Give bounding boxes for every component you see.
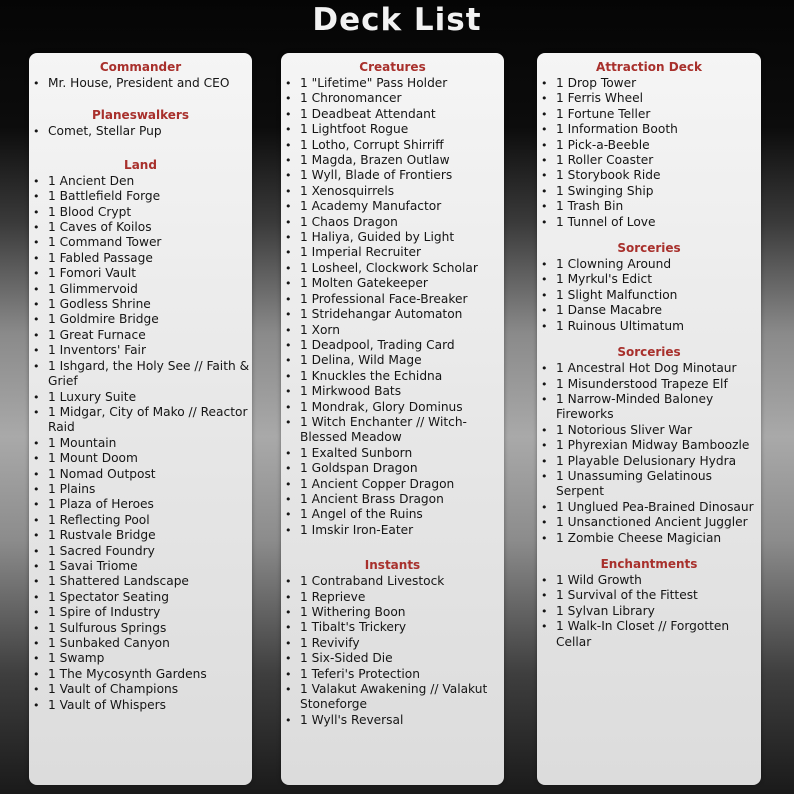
list-item: • 1 Walk-In Closet // Forgotten Cellar <box>537 619 761 650</box>
list-item: • 1 Knuckles the Echidna <box>281 369 504 384</box>
list-item: • 1 Savai Triome <box>29 559 252 574</box>
list-item: • 1 Ancestral Hot Dog Minotaur <box>537 361 761 376</box>
page-title: Deck List <box>312 2 482 38</box>
list-item: • 1 Unassuming Gelatinous Serpent <box>537 469 761 500</box>
list-item: • 1 Haliya, Guided by Light <box>281 230 504 245</box>
list-item: • 1 Fomori Vault <box>29 266 252 281</box>
list-item: • 1 Ruinous Ultimatum <box>537 319 761 334</box>
list-item: • 1 Angel of the Ruins <box>281 507 504 522</box>
list-item: • 1 Nomad Outpost <box>29 467 252 482</box>
list-item: • 1 Wyll's Reversal <box>281 713 504 728</box>
list-item: • 1 Slight Malfunction <box>537 288 761 303</box>
list-item: • 1 Plains <box>29 482 252 497</box>
list-item: • 1 Mount Doom <box>29 451 252 466</box>
list-item: • 1 Ferris Wheel <box>537 91 761 106</box>
list-item: • 1 Contraband Livestock <box>281 574 504 589</box>
section-title-land: Land <box>124 157 157 172</box>
list-item: • 1 Academy Manufactor <box>281 199 504 214</box>
list-item: • 1 Tibalt's Trickery <box>281 620 504 635</box>
section-title-creatures: Creatures <box>359 60 426 74</box>
list-item: • 1 Imskir Iron-Eater <box>281 523 504 538</box>
list-item: • 1 Inventors' Fair <box>29 343 252 358</box>
list-item: • 1 Caves of Koilos <box>29 220 252 235</box>
list-item: • 1 Mondrak, Glory Dominus <box>281 400 504 415</box>
list-item: • 1 Pick-a-Beeble <box>537 138 761 153</box>
list-item: • 1 Fortune Teller <box>537 107 761 122</box>
list-item: • 1 Unsanctioned Ancient Juggler <box>537 515 761 530</box>
column-2 <box>281 53 504 785</box>
list-item: • 1 Reprieve <box>281 590 504 605</box>
list-item: • 1 Deadpool, Trading Card <box>281 338 504 353</box>
list-item: • 1 Chronomancer <box>281 91 504 106</box>
list-item: • 1 Xorn <box>281 323 504 338</box>
column-3 <box>537 53 761 785</box>
section-title-sorceries: Sorceries <box>617 241 681 256</box>
list-item: • 1 Delina, Wild Mage <box>281 353 504 368</box>
list-item: • 1 Xenosquirrels <box>281 184 504 199</box>
list-item: • 1 Reflecting Pool <box>29 513 252 528</box>
sorceries-list-2 <box>537 361 761 546</box>
list-item: • Mr. House, President and CEO <box>29 76 252 91</box>
list-item: • 1 Mirkwood Bats <box>281 384 504 399</box>
list-item: • 1 Swamp <box>29 651 252 666</box>
list-item: • 1 Battlefield Forge <box>29 189 252 204</box>
list-item: • 1 Professional Face-Breaker <box>281 292 504 307</box>
list-item: • 1 Withering Boon <box>281 605 504 620</box>
commander-list <box>29 76 252 91</box>
list-item: • 1 Myrkul's Edict <box>537 272 761 287</box>
list-item: • 1 Valakut Awakening // Valakut Stoneforge <box>281 682 504 713</box>
list-item: • 1 Playable Delusionary Hydra <box>537 454 761 469</box>
list-item: • 1 Command Tower <box>29 235 252 250</box>
list-item: • 1 Trash Bin <box>537 199 761 214</box>
list-item: • 1 "Lifetime" Pass Holder <box>281 76 504 91</box>
list-item: • 1 Magda, Brazen Outlaw <box>281 153 504 168</box>
list-item: • 1 Lotho, Corrupt Shirriff <box>281 138 504 153</box>
list-item: • 1 Great Furnace <box>29 328 252 343</box>
enchantments-list <box>537 573 761 650</box>
list-item: • 1 Losheel, Clockwork Scholar <box>281 261 504 276</box>
list-item: • 1 Imperial Recruiter <box>281 245 504 260</box>
section-title-sorceries-2: Sorceries <box>617 345 681 360</box>
list-item: • 1 Drop Tower <box>537 76 761 91</box>
section-title-attraction-deck: Attraction Deck <box>596 60 702 74</box>
list-item: • 1 Ishgard, the Holy See // Faith & Grief <box>29 359 252 390</box>
list-item: • 1 Luxury Suite <box>29 390 252 405</box>
list-item: • 1 Glimmervoid <box>29 282 252 297</box>
planeswalkers-list <box>29 124 252 139</box>
list-item: • 1 Narrow-Minded Baloney Fireworks <box>537 392 761 423</box>
section-title-instants: Instants <box>364 558 421 573</box>
list-item: • 1 Teferi's Protection <box>281 667 504 682</box>
list-item: • 1 Sacred Foundry <box>29 544 252 559</box>
list-item: • 1 Vault of Whispers <box>29 698 252 713</box>
list-item: • Comet, Stellar Pup <box>29 124 252 139</box>
list-item: • 1 Ancient Copper Dragon <box>281 477 504 492</box>
list-item: • 1 Six-Sided Die <box>281 651 504 666</box>
list-item: • 1 Goldmire Bridge <box>29 312 252 327</box>
list-item: • 1 Exalted Sunborn <box>281 446 504 461</box>
section-title-enchantments: Enchantments <box>600 556 698 571</box>
list-item: • 1 Sylvan Library <box>537 604 761 619</box>
sorceries-list <box>537 257 761 334</box>
list-item: • 1 Clowning Around <box>537 257 761 272</box>
section-title-commander: Commander <box>99 60 182 74</box>
list-item: • 1 Shattered Landscape <box>29 574 252 589</box>
list-item: • 1 Misunderstood Trapeze Elf <box>537 377 761 392</box>
list-item: • 1 Chaos Dragon <box>281 215 504 230</box>
list-item: • 1 Ancient Brass Dragon <box>281 492 504 507</box>
list-item: • 1 Storybook Ride <box>537 168 761 183</box>
list-item: • 1 Molten Gatekeeper <box>281 276 504 291</box>
list-item: • 1 Spectator Seating <box>29 590 252 605</box>
list-item: • 1 Swinging Ship <box>537 184 761 199</box>
list-item: • 1 Unglued Pea-Brained Dinosaur <box>537 500 761 515</box>
list-item: • 1 Roller Coaster <box>537 153 761 168</box>
creatures-list <box>281 76 504 538</box>
list-item: • 1 Sunbaked Canyon <box>29 636 252 651</box>
list-item: • 1 Survival of the Fittest <box>537 588 761 603</box>
attraction-deck-list <box>537 76 761 230</box>
list-item: • 1 Ancient Den <box>29 174 252 189</box>
list-item: • 1 Notorious Sliver War <box>537 423 761 438</box>
list-item: • 1 Fabled Passage <box>29 251 252 266</box>
list-item: • 1 Vault of Champions <box>29 682 252 697</box>
list-item: • 1 Blood Crypt <box>29 205 252 220</box>
list-item: • 1 Phyrexian Midway Bamboozle <box>537 438 761 453</box>
list-item: • 1 Godless Shrine <box>29 297 252 312</box>
list-item: • 1 Tunnel of Love <box>537 215 761 230</box>
list-item: • 1 Deadbeat Attendant <box>281 107 504 122</box>
list-item: • 1 Midgar, City of Mako // Reactor Raid <box>29 405 252 436</box>
list-item: • 1 Wild Growth <box>537 573 761 588</box>
column-1 <box>29 53 252 785</box>
list-item: • 1 Information Booth <box>537 122 761 137</box>
list-item: • 1 Rustvale Bridge <box>29 528 252 543</box>
list-item: • 1 Goldspan Dragon <box>281 461 504 476</box>
list-item: • 1 The Mycosynth Gardens <box>29 667 252 682</box>
instants-list <box>281 574 504 728</box>
list-item: • 1 Revivify <box>281 636 504 651</box>
list-item: • 1 Mountain <box>29 436 252 451</box>
list-item: • 1 Sulfurous Springs <box>29 621 252 636</box>
list-item: • 1 Zombie Cheese Magician <box>537 531 761 546</box>
list-item: • 1 Wyll, Blade of Frontiers <box>281 168 504 183</box>
list-item: • 1 Stridehangar Automaton <box>281 307 504 322</box>
list-item: • 1 Witch Enchanter // Witch-Blessed Meadow <box>281 415 504 446</box>
list-item: • 1 Lightfoot Rogue <box>281 122 504 137</box>
land-list <box>29 174 252 713</box>
section-title-planeswalkers: Planeswalkers <box>92 108 189 123</box>
list-item: • 1 Spire of Industry <box>29 605 252 620</box>
list-item: • 1 Plaza of Heroes <box>29 497 252 512</box>
list-item: • 1 Danse Macabre <box>537 303 761 318</box>
